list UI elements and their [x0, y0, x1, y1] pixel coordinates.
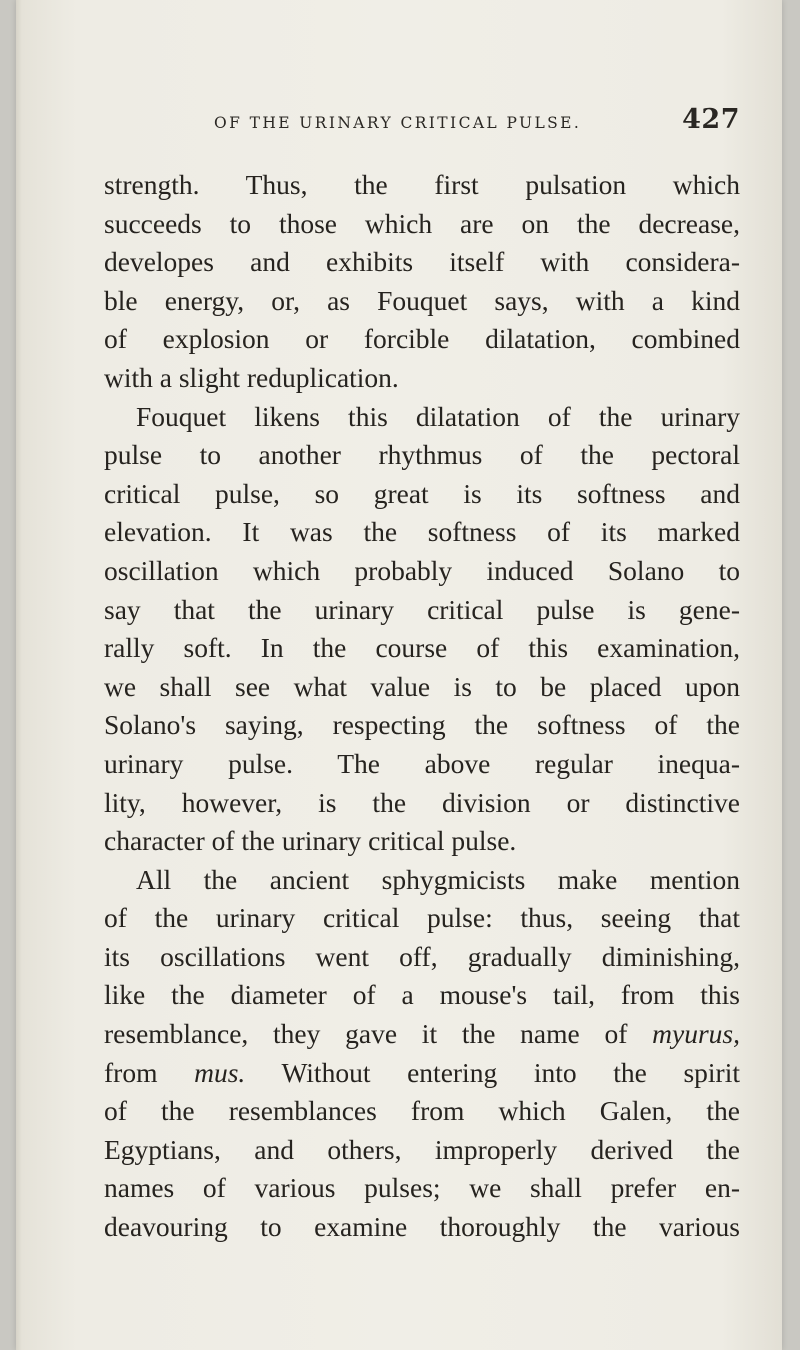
italic-term: myurus,	[652, 1018, 740, 1050]
text-line: urinary pulse. The above regular inequa-	[104, 747, 740, 779]
text-line: of explosion or forcible dilatation, combined	[104, 323, 740, 355]
italic-term: mus.	[194, 1056, 246, 1088]
text-line: with a slight reduplication.	[104, 361, 399, 393]
page-gutter-shadow	[16, 0, 22, 1350]
text-line: oscillation which probably induced Solano to	[104, 554, 740, 586]
text-line: of the resemblances from which Galen, the	[104, 1095, 740, 1127]
text-line: character of the urinary critical pulse.	[104, 825, 517, 857]
text-line: critical pulse, so great is its softness and	[104, 477, 740, 509]
text-line-mixed	[104, 1015, 740, 1054]
text-line: rally soft. In the course of this examination,	[104, 632, 740, 664]
text-line: lity, however, is the division or distinctive	[104, 786, 740, 818]
text-line: say that the urinary critical pulse is gene-	[104, 593, 740, 625]
running-title: OF THE URINARY CRITICAL PULSE.	[214, 114, 582, 132]
text-line: deavouring to examine thoroughly the various	[104, 1211, 740, 1243]
text-line: we shall see what value is to be placed upon	[104, 670, 740, 702]
running-head	[102, 104, 740, 144]
text-span: Without entering into the spirit	[281, 1056, 740, 1088]
book-page	[16, 0, 782, 1350]
page-number: 427	[682, 104, 740, 135]
text-line: strength. Thus, the first pulsation which	[104, 169, 740, 200]
text-line: like the diameter of a mouse's tail, from this	[104, 979, 740, 1011]
text-line: pulse to another rhythmus of the pectoral	[104, 439, 740, 471]
text-line: ble energy, or, as Fouquet says, with a kind	[104, 284, 740, 316]
text-line: Fouquet likens this dilatation of the urinary	[136, 400, 740, 432]
text-line-mixed	[104, 1054, 740, 1093]
body-text	[104, 166, 740, 1247]
text-line: Egyptians, and others, improperly derived the	[104, 1133, 740, 1165]
text-line: names of various pulses; we shall prefer en-	[104, 1172, 740, 1204]
text-span: from	[104, 1056, 158, 1088]
text-line: succeeds to those which are on the decrease,	[104, 207, 740, 239]
text-span: resemblance, they gave it the name of	[104, 1018, 628, 1050]
text-line: All the ancient sphygmicists make mention	[136, 863, 740, 895]
text-line: developes and exhibits itself with considera-	[104, 246, 740, 278]
text-line: its oscillations went off, gradually diminishing,	[104, 940, 740, 972]
text-line: Solano's saying, respecting the softness of the	[104, 709, 740, 741]
text-line: of the urinary critical pulse: thus, seeing that	[104, 902, 740, 934]
text-line: elevation. It was the softness of its marked	[104, 516, 740, 548]
